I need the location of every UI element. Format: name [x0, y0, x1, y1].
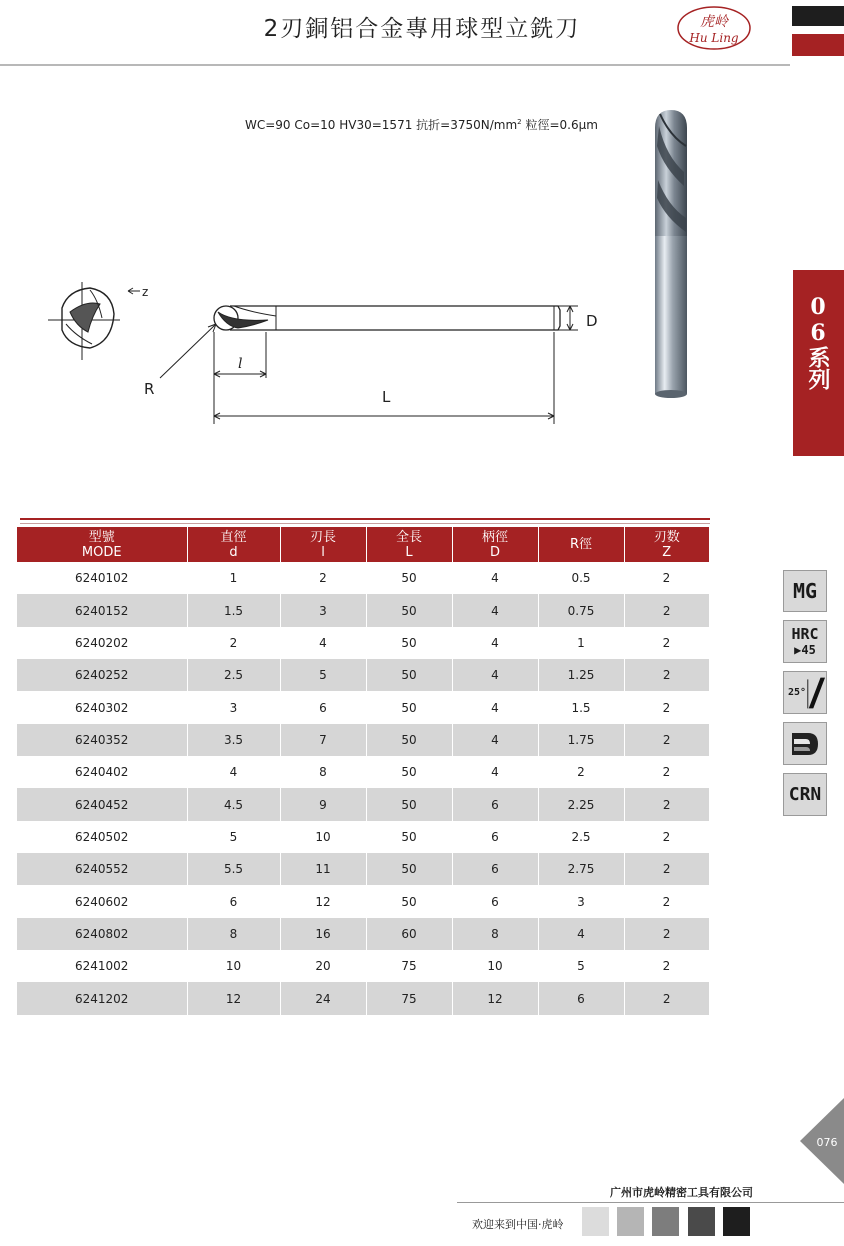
cell-overall-length: 50: [366, 627, 452, 659]
table-row: [17, 788, 709, 820]
header-model-en: MODE: [81, 544, 122, 560]
cell-radius: 5: [538, 950, 624, 982]
cell-model: 6240502: [17, 821, 187, 853]
cell-overall-length: 50: [366, 659, 452, 691]
color-swatch: [688, 1207, 715, 1236]
cell-overall-length: 75: [366, 950, 452, 982]
label-l: l: [238, 356, 243, 372]
header-overall-length-en: L: [405, 544, 413, 560]
cell-shank-diameter: 4: [452, 562, 538, 594]
cell-model: 6240602: [17, 885, 187, 917]
cell-flute-length: 9: [280, 788, 366, 820]
cell-radius: 2.25: [538, 788, 624, 820]
ball-end-badge: [783, 722, 827, 765]
cell-shank-diameter: 4: [452, 627, 538, 659]
table-row: [17, 918, 709, 950]
end-mill-photo: [640, 106, 702, 400]
page-number-tab: [800, 1098, 844, 1184]
angle-label: 25°: [788, 687, 807, 698]
cell-flutes: 2: [624, 821, 709, 853]
table-row: [17, 627, 709, 659]
footer-divider: [457, 1202, 844, 1203]
cell-overall-length: 50: [366, 594, 452, 626]
logo-text-en: Hu Ling: [689, 31, 739, 45]
cell-radius: 1: [538, 627, 624, 659]
header-flutes-cn: 刃数: [653, 529, 680, 545]
series-tab: [793, 270, 844, 456]
cell-diameter: 10: [187, 950, 280, 982]
color-swatch: [582, 1207, 609, 1236]
helix-angle-icon: [806, 674, 826, 712]
cell-radius: 1.25: [538, 659, 624, 691]
cell-flutes: 2: [624, 691, 709, 723]
cell-overall-length: 75: [366, 982, 452, 1014]
cell-shank-diameter: 4: [452, 659, 538, 691]
header-flutes: [624, 527, 709, 562]
cell-flutes: 2: [624, 756, 709, 788]
cell-diameter: 1.5: [187, 594, 280, 626]
cell-flute-length: 24: [280, 982, 366, 1014]
cell-flutes: 2: [624, 982, 709, 1014]
play-icon: ▶: [794, 642, 802, 657]
cell-diameter: 5.5: [187, 853, 280, 885]
ball-end-icon: [788, 727, 822, 761]
table-row: [17, 562, 709, 594]
color-swatch: [617, 1207, 644, 1236]
page-title: 2刃銅铝合金專用球型立銑刀: [263, 16, 581, 42]
table-row: [17, 950, 709, 982]
cell-flute-length: 5: [280, 659, 366, 691]
table-rule-thin: [20, 523, 710, 524]
cell-radius: 2.5: [538, 821, 624, 853]
cell-model: 6240152: [17, 594, 187, 626]
cell-overall-length: 60: [366, 918, 452, 950]
cell-diameter: 6: [187, 885, 280, 917]
cell-model: 6240402: [17, 756, 187, 788]
cell-overall-length: 50: [366, 885, 452, 917]
cell-diameter: 1: [187, 562, 280, 594]
table-row: [17, 659, 709, 691]
cell-diameter: 2: [187, 627, 280, 659]
cell-shank-diameter: 6: [452, 853, 538, 885]
cell-model: 6240552: [17, 853, 187, 885]
cell-flute-length: 7: [280, 724, 366, 756]
color-swatch: [723, 1207, 750, 1236]
crn-badge-label: CRN: [788, 784, 822, 805]
cell-overall-length: 50: [366, 821, 452, 853]
header-radius-cn: R徑: [569, 537, 593, 552]
cell-model: 6241202: [17, 982, 187, 1014]
table-header-row: [17, 527, 709, 562]
cell-overall-length: 50: [366, 788, 452, 820]
table-row: [17, 756, 709, 788]
cell-model: 6240202: [17, 627, 187, 659]
cell-shank-diameter: 6: [452, 821, 538, 853]
cell-model: 6241002: [17, 950, 187, 982]
table-row: [17, 691, 709, 723]
logo-text-cn: 虎岭: [700, 14, 728, 30]
header-diameter: [187, 527, 280, 562]
spec-table: [17, 527, 710, 1015]
header-flute-length: [280, 527, 366, 562]
hrc-label: HRC: [791, 624, 819, 643]
cell-shank-diameter: 4: [452, 724, 538, 756]
cell-shank-diameter: 4: [452, 594, 538, 626]
cell-shank-diameter: 10: [452, 950, 538, 982]
cell-model: 6240352: [17, 724, 187, 756]
specs-text: WC=90 Co=10 HV30=1571 抗折=3750N/mm: [245, 118, 518, 132]
cell-model: 6240252: [17, 659, 187, 691]
cell-overall-length: 50: [366, 691, 452, 723]
cell-radius: 2.75: [538, 853, 624, 885]
cell-flute-length: 10: [280, 821, 366, 853]
cell-flute-length: 3: [280, 594, 366, 626]
mg-badge: [783, 570, 827, 612]
header-overall-length: [366, 527, 452, 562]
header-radius: [538, 527, 624, 562]
cell-flute-length: 12: [280, 885, 366, 917]
table-rule-top: [20, 518, 710, 520]
cell-shank-diameter: 4: [452, 691, 538, 723]
cell-radius: 3: [538, 885, 624, 917]
cell-shank-diameter: 6: [452, 788, 538, 820]
header-shank-diameter-cn: 柄徑: [481, 529, 508, 545]
cell-diameter: 2.5: [187, 659, 280, 691]
cell-overall-length: 50: [366, 562, 452, 594]
color-swatch: [652, 1207, 679, 1236]
header-flute-length-en: l: [321, 544, 325, 560]
specs-tail: 粒徑=0.6μm: [521, 118, 598, 132]
cell-flute-length: 4: [280, 627, 366, 659]
cell-flute-length: 16: [280, 918, 366, 950]
table-row: [17, 982, 709, 1014]
header-divider: [0, 64, 790, 66]
cell-shank-diameter: 4: [452, 756, 538, 788]
cell-flutes: 2: [624, 950, 709, 982]
cell-overall-length: 50: [366, 756, 452, 788]
cell-flute-length: 20: [280, 950, 366, 982]
cell-diameter: 12: [187, 982, 280, 1014]
table-row: [17, 724, 709, 756]
header-flute-length-cn: 刃長: [309, 529, 336, 545]
table-row: [17, 594, 709, 626]
cell-diameter: 8: [187, 918, 280, 950]
hrc-value: 45: [801, 642, 816, 657]
cell-flutes: 2: [624, 788, 709, 820]
corner-color-bars: [792, 0, 844, 60]
header-overall-length-cn: 全長: [395, 529, 422, 545]
cell-flutes: 2: [624, 918, 709, 950]
cell-radius: 4: [538, 918, 624, 950]
cell-flutes: 2: [624, 594, 709, 626]
cell-radius: 0.75: [538, 594, 624, 626]
helix-angle-badge: [783, 671, 827, 714]
cell-radius: 6: [538, 982, 624, 1014]
company-name: 广州市虎岭精密工具有限公司: [610, 1186, 753, 1199]
cell-model: 6240302: [17, 691, 187, 723]
cell-flutes: 2: [624, 627, 709, 659]
cell-diameter: 4: [187, 756, 280, 788]
cell-flutes: 2: [624, 562, 709, 594]
brand-logo: [676, 5, 752, 51]
series-label: 06系列: [805, 294, 831, 390]
header-flutes-en: Z: [662, 544, 672, 560]
hrc-value-row: [794, 642, 816, 658]
header-diameter-cn: 直徑: [220, 529, 247, 545]
cell-flute-length: 6: [280, 691, 366, 723]
table-row: [17, 853, 709, 885]
table-row: [17, 821, 709, 853]
label-z: z: [142, 285, 149, 299]
cell-model: 6240102: [17, 562, 187, 594]
cell-overall-length: 50: [366, 724, 452, 756]
header-diameter-en: d: [229, 544, 238, 560]
cell-model: 6240802: [17, 918, 187, 950]
cell-flutes: 2: [624, 853, 709, 885]
header-model-cn: 型號: [88, 529, 115, 545]
cell-flute-length: 11: [280, 853, 366, 885]
cell-shank-diameter: 8: [452, 918, 538, 950]
specs-sup: 2: [517, 118, 522, 126]
hrc-badge: [783, 620, 827, 663]
material-specs: [245, 116, 598, 133]
cell-radius: 2: [538, 756, 624, 788]
cell-flutes: 2: [624, 659, 709, 691]
cell-shank-diameter: 6: [452, 885, 538, 917]
header-model: [17, 527, 187, 562]
cell-diameter: 5: [187, 821, 280, 853]
cell-flute-length: 2: [280, 562, 366, 594]
cell-radius: 1.75: [538, 724, 624, 756]
cell-flutes: 2: [624, 724, 709, 756]
cell-diameter: 4.5: [187, 788, 280, 820]
label-D: D: [586, 312, 598, 330]
header-shank-diameter-en: D: [489, 544, 500, 560]
mg-badge-label: MG: [792, 579, 818, 603]
cell-model: 6240452: [17, 788, 187, 820]
crn-badge: [783, 773, 827, 816]
cell-radius: 0.5: [538, 562, 624, 594]
cell-shank-diameter: 12: [452, 982, 538, 1014]
cell-radius: 1.5: [538, 691, 624, 723]
page-number: 076: [816, 1136, 838, 1149]
technical-drawing: [40, 260, 640, 440]
cell-diameter: 3: [187, 691, 280, 723]
welcome-text: 欢迎来到中国·虎岭: [472, 1218, 564, 1231]
label-L: L: [382, 388, 391, 406]
cell-diameter: 3.5: [187, 724, 280, 756]
cell-overall-length: 50: [366, 853, 452, 885]
cell-flutes: 2: [624, 885, 709, 917]
label-R: R: [144, 380, 155, 398]
header-shank-diameter: [452, 527, 538, 562]
table-row: [17, 885, 709, 917]
cell-flute-length: 8: [280, 756, 366, 788]
